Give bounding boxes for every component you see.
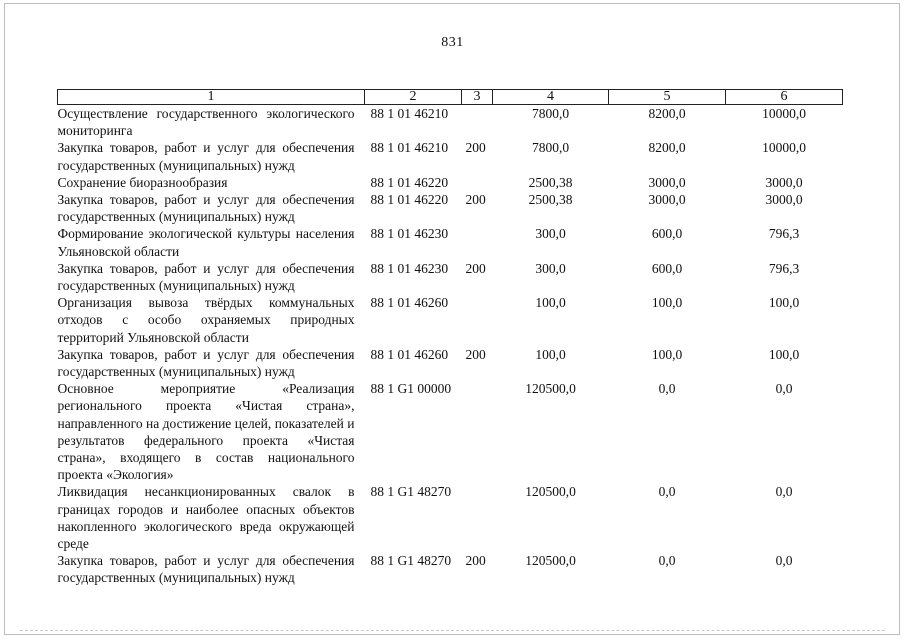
row-value-2022-cell: 600,0: [651, 226, 683, 242]
row-value-2023-cell: 0,0: [775, 484, 793, 500]
row-code-cell: 88 1 01 46220: [370, 192, 449, 208]
row-value-2021-cell: 120500,0: [525, 381, 576, 397]
table-row: [58, 346, 843, 380]
row-value-2022-cell: 8200,0: [648, 140, 686, 156]
row-value-2021-cell: 2500,38: [528, 174, 573, 190]
row-value-2022-cell: 0,0: [658, 484, 676, 500]
row-vr-cell: 200: [465, 346, 486, 362]
table-row: [58, 225, 843, 259]
row-value-2021-cell: 100,0: [535, 295, 566, 311]
row-vr-cell: 200: [465, 140, 486, 156]
row-vr-cell: 200: [465, 260, 486, 276]
budget-table: [57, 89, 843, 587]
row-value-2023-cell: 0,0: [775, 553, 793, 569]
row-value-2021-cell: 100,0: [535, 346, 566, 362]
row-name-cell: Ликвидация несанкционированных свалок в границах городов и наиболее опасных объектов накопленного экологического вреда окружающей среде: [57, 484, 355, 552]
row-value-2022-cell: 0,0: [658, 553, 676, 569]
row-name-cell: Закупка товаров, работ и услуг для обеспечения государственных (муниципальных) нужд: [57, 260, 355, 294]
table-row: [58, 105, 843, 140]
header-col-2: 2: [365, 90, 462, 105]
header-col-1: 1: [58, 90, 365, 105]
row-value-2023-cell: 3000,0: [765, 174, 803, 190]
row-value-2022-cell: 3000,0: [648, 192, 686, 208]
table-row: [58, 380, 843, 483]
row-value-2022-cell: 0,0: [658, 381, 676, 397]
row-code-cell: 88 1 01 46210: [370, 140, 449, 156]
table-row: [58, 552, 843, 586]
row-code-cell: 88 1 G1 48270: [370, 484, 452, 500]
row-code-cell: 88 1 01 46230: [370, 260, 449, 276]
header-col-3: 3: [462, 90, 493, 105]
row-value-2023-cell: 100,0: [768, 346, 800, 362]
row-value-2022-cell: 3000,0: [648, 174, 686, 190]
row-name-cell: Основное мероприятие «Реализация регионального проекта «Чистая страна», направленного на достижение целей, показателей и результатов федерального проекта «Чистая страна», входящего в состав национального проекта «Экология»: [57, 381, 355, 483]
row-vr-cell: [462, 105, 493, 140]
row-code-cell: 88 1 01 46220: [370, 174, 449, 190]
row-name-cell: Сохранение биоразнообразия: [57, 174, 228, 190]
header-col-6: 6: [726, 90, 843, 105]
row-code-cell: 88 1 01 46260: [370, 346, 449, 362]
row-value-2021-cell: 2500,38: [528, 192, 573, 208]
row-value-2021-cell: 300,0: [535, 260, 566, 276]
row-vr-cell: [462, 483, 493, 552]
scan-edge-line: [20, 630, 885, 631]
header-col-4: 4: [493, 90, 609, 105]
row-value-2021-cell: 7800,0: [531, 106, 570, 121]
row-code-cell: 88 1 G1 48270: [370, 553, 452, 569]
row-value-2022-cell: 100,0: [651, 346, 683, 362]
row-name-cell: Организация вывоза твёрдых коммунальных отходов с особо охраняемых природных территорий Ульяновской области: [57, 295, 355, 345]
row-value-2021-cell: 300,0: [535, 226, 566, 242]
row-value-2022-cell: 8200,0: [648, 106, 686, 121]
table-row: [58, 139, 843, 173]
row-vr-cell: 200: [465, 553, 486, 569]
row-code-cell: 88 1 01 46260: [370, 295, 449, 311]
row-vr-cell: [462, 225, 493, 259]
row-value-2023-cell: 3000,0: [765, 192, 803, 208]
row-name-cell: Осуществление государственного экологического мониторинга: [57, 106, 355, 139]
row-value-2022-cell: 600,0: [651, 260, 683, 276]
row-value-2021-cell: 120500,0: [525, 484, 576, 500]
table-header-row: [58, 90, 843, 105]
row-vr-cell: 200: [465, 192, 486, 208]
row-value-2021-cell: 120500,0: [525, 553, 576, 569]
header-col-5: 5: [609, 90, 726, 105]
row-value-2023-cell: 796,3: [768, 226, 800, 242]
row-vr-cell: [462, 380, 493, 483]
table-row: [58, 174, 843, 191]
row-name-cell: Закупка товаров, работ и услуг для обеспечения государственных (муниципальных) нужд: [57, 346, 355, 380]
row-vr-cell: [462, 174, 493, 191]
row-code-cell: 88 1 01 46230: [370, 226, 449, 242]
page-number: 831: [441, 35, 464, 50]
row-name-cell: Закупка товаров, работ и услуг для обеспечения государственных (муниципальных) нужд: [57, 140, 355, 173]
row-value-2023-cell: 10000,0: [762, 140, 806, 156]
row-name-cell: Формирование экологической культуры населения Ульяновской области: [57, 226, 355, 259]
table-row: [58, 483, 843, 552]
table-body: [58, 105, 843, 587]
row-code-cell: 88 1 01 46210: [370, 106, 449, 121]
row-value-2023-cell: 10000,0: [762, 106, 806, 121]
table-row: [58, 191, 843, 225]
row-name-cell: Закупка товаров, работ и услуг для обеспечения государственных (муниципальных) нужд: [57, 192, 355, 225]
table-row: [58, 260, 843, 294]
row-value-2021-cell: 7800,0: [531, 140, 570, 156]
row-value-2023-cell: 0,0: [775, 381, 793, 397]
table-row: [58, 294, 843, 346]
row-value-2022-cell: 100,0: [651, 295, 683, 311]
row-code-cell: 88 1 G1 00000: [370, 381, 452, 397]
row-name-cell: Закупка товаров, работ и услуг для обеспечения государственных (муниципальных) нужд: [57, 553, 355, 586]
row-value-2023-cell: 796,3: [768, 260, 800, 276]
row-vr-cell: [462, 294, 493, 346]
row-value-2023-cell: 100,0: [768, 295, 800, 311]
